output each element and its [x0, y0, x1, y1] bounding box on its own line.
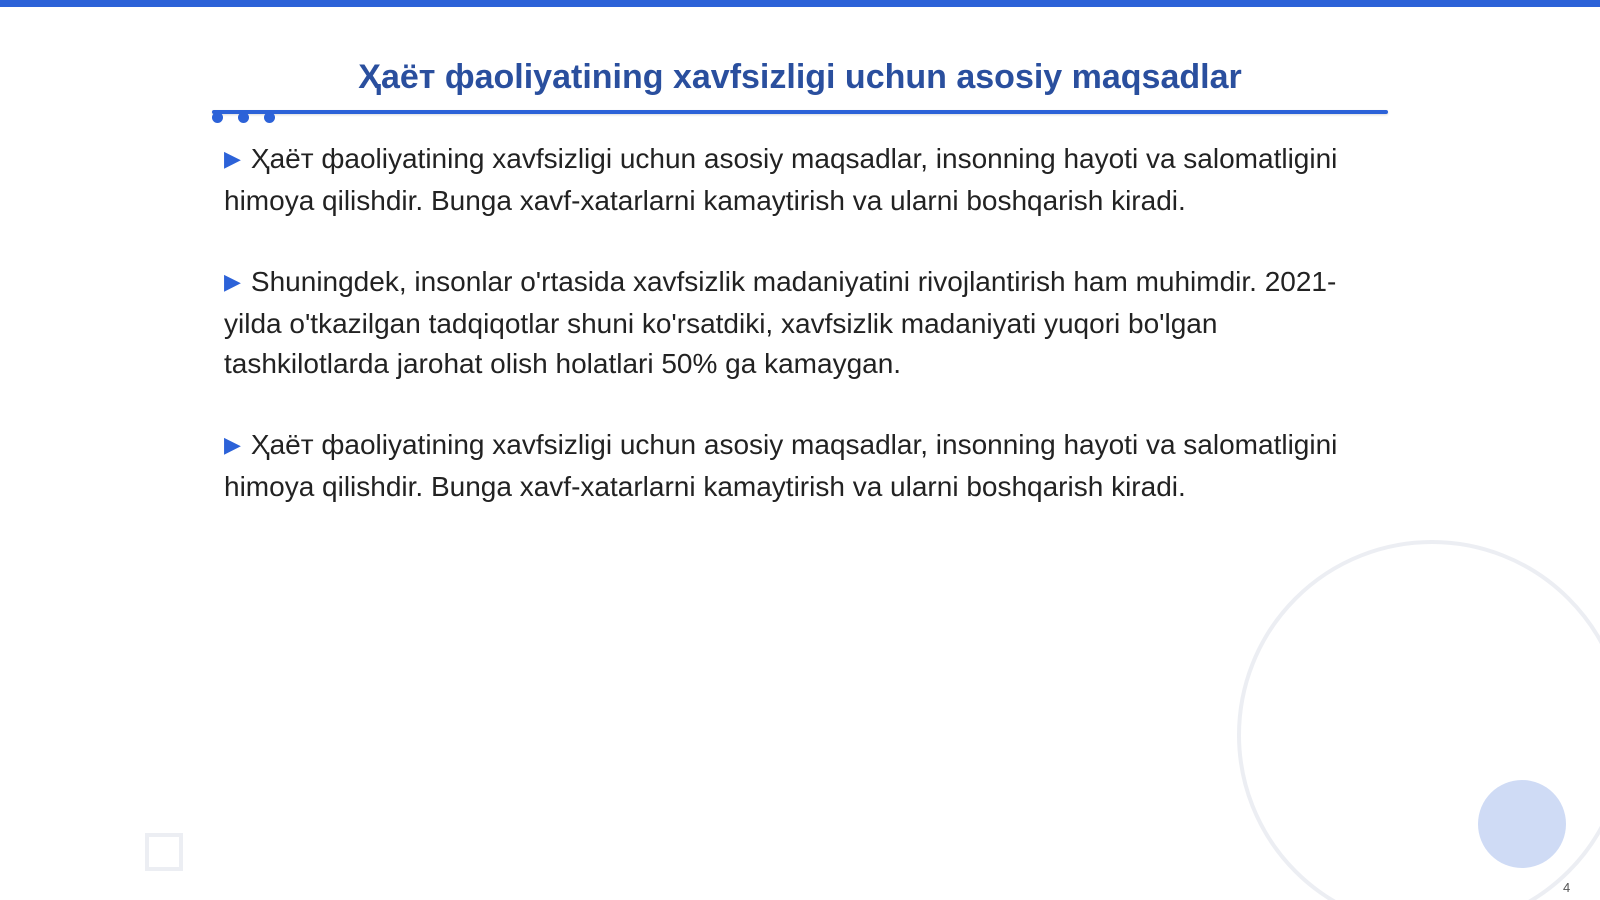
bullet-list: [224, 139, 1374, 548]
triangle-bullet-icon: ▶: [224, 269, 241, 294]
triangle-bullet-icon: ▶: [224, 146, 241, 171]
bullet-item: [224, 425, 1374, 507]
bullet-item: [224, 139, 1374, 221]
title-underline-dot: [212, 112, 223, 123]
bullet-text: Ҳаёт фaoliyatining xavfsizligi uchun asosiy maqsadlar, insonning hayoti va salomatligini himoya qilishdir. Bunga xavf-xatarlarni kamaytirish va ularni boshqarish kiradi.: [224, 429, 1338, 502]
slide-title: Ҳаёт фaoliyatining xavfsizligi uchun asosiy maqsadlar: [358, 58, 1242, 96]
decorative-square: [145, 833, 183, 871]
bullet-item: [224, 262, 1374, 384]
page-number: 4: [1563, 880, 1571, 895]
title-underline-dot: [264, 112, 275, 123]
top-accent-bar: [0, 0, 1600, 7]
bullet-text: Shuningdek, insonlar o'rtasida xavfsizlik madaniyatini rivojlantirish ham muhimdir. 2021-yilda o'tkazilgan tadqiqotlar shuni ko'rsatdiki, xavfsizlik madaniyati yuqori bo'lgan tashkilotlarda jarohat olish holatlari 50% ga kamaygan.: [224, 266, 1337, 379]
decorative-circle: [1478, 780, 1566, 868]
title-underline-dot: [238, 112, 249, 123]
triangle-bullet-icon: ▶: [224, 432, 241, 457]
bullet-text: Ҳаёт фaoliyatining xavfsizligi uchun asosiy maqsadlar, insonning hayoti va salomatligini himoya qilishdir. Bunga xavf-xatarlarni kamaytirish va ularni boshqarish kiradi.: [224, 143, 1338, 216]
title-underline: [212, 110, 1388, 114]
